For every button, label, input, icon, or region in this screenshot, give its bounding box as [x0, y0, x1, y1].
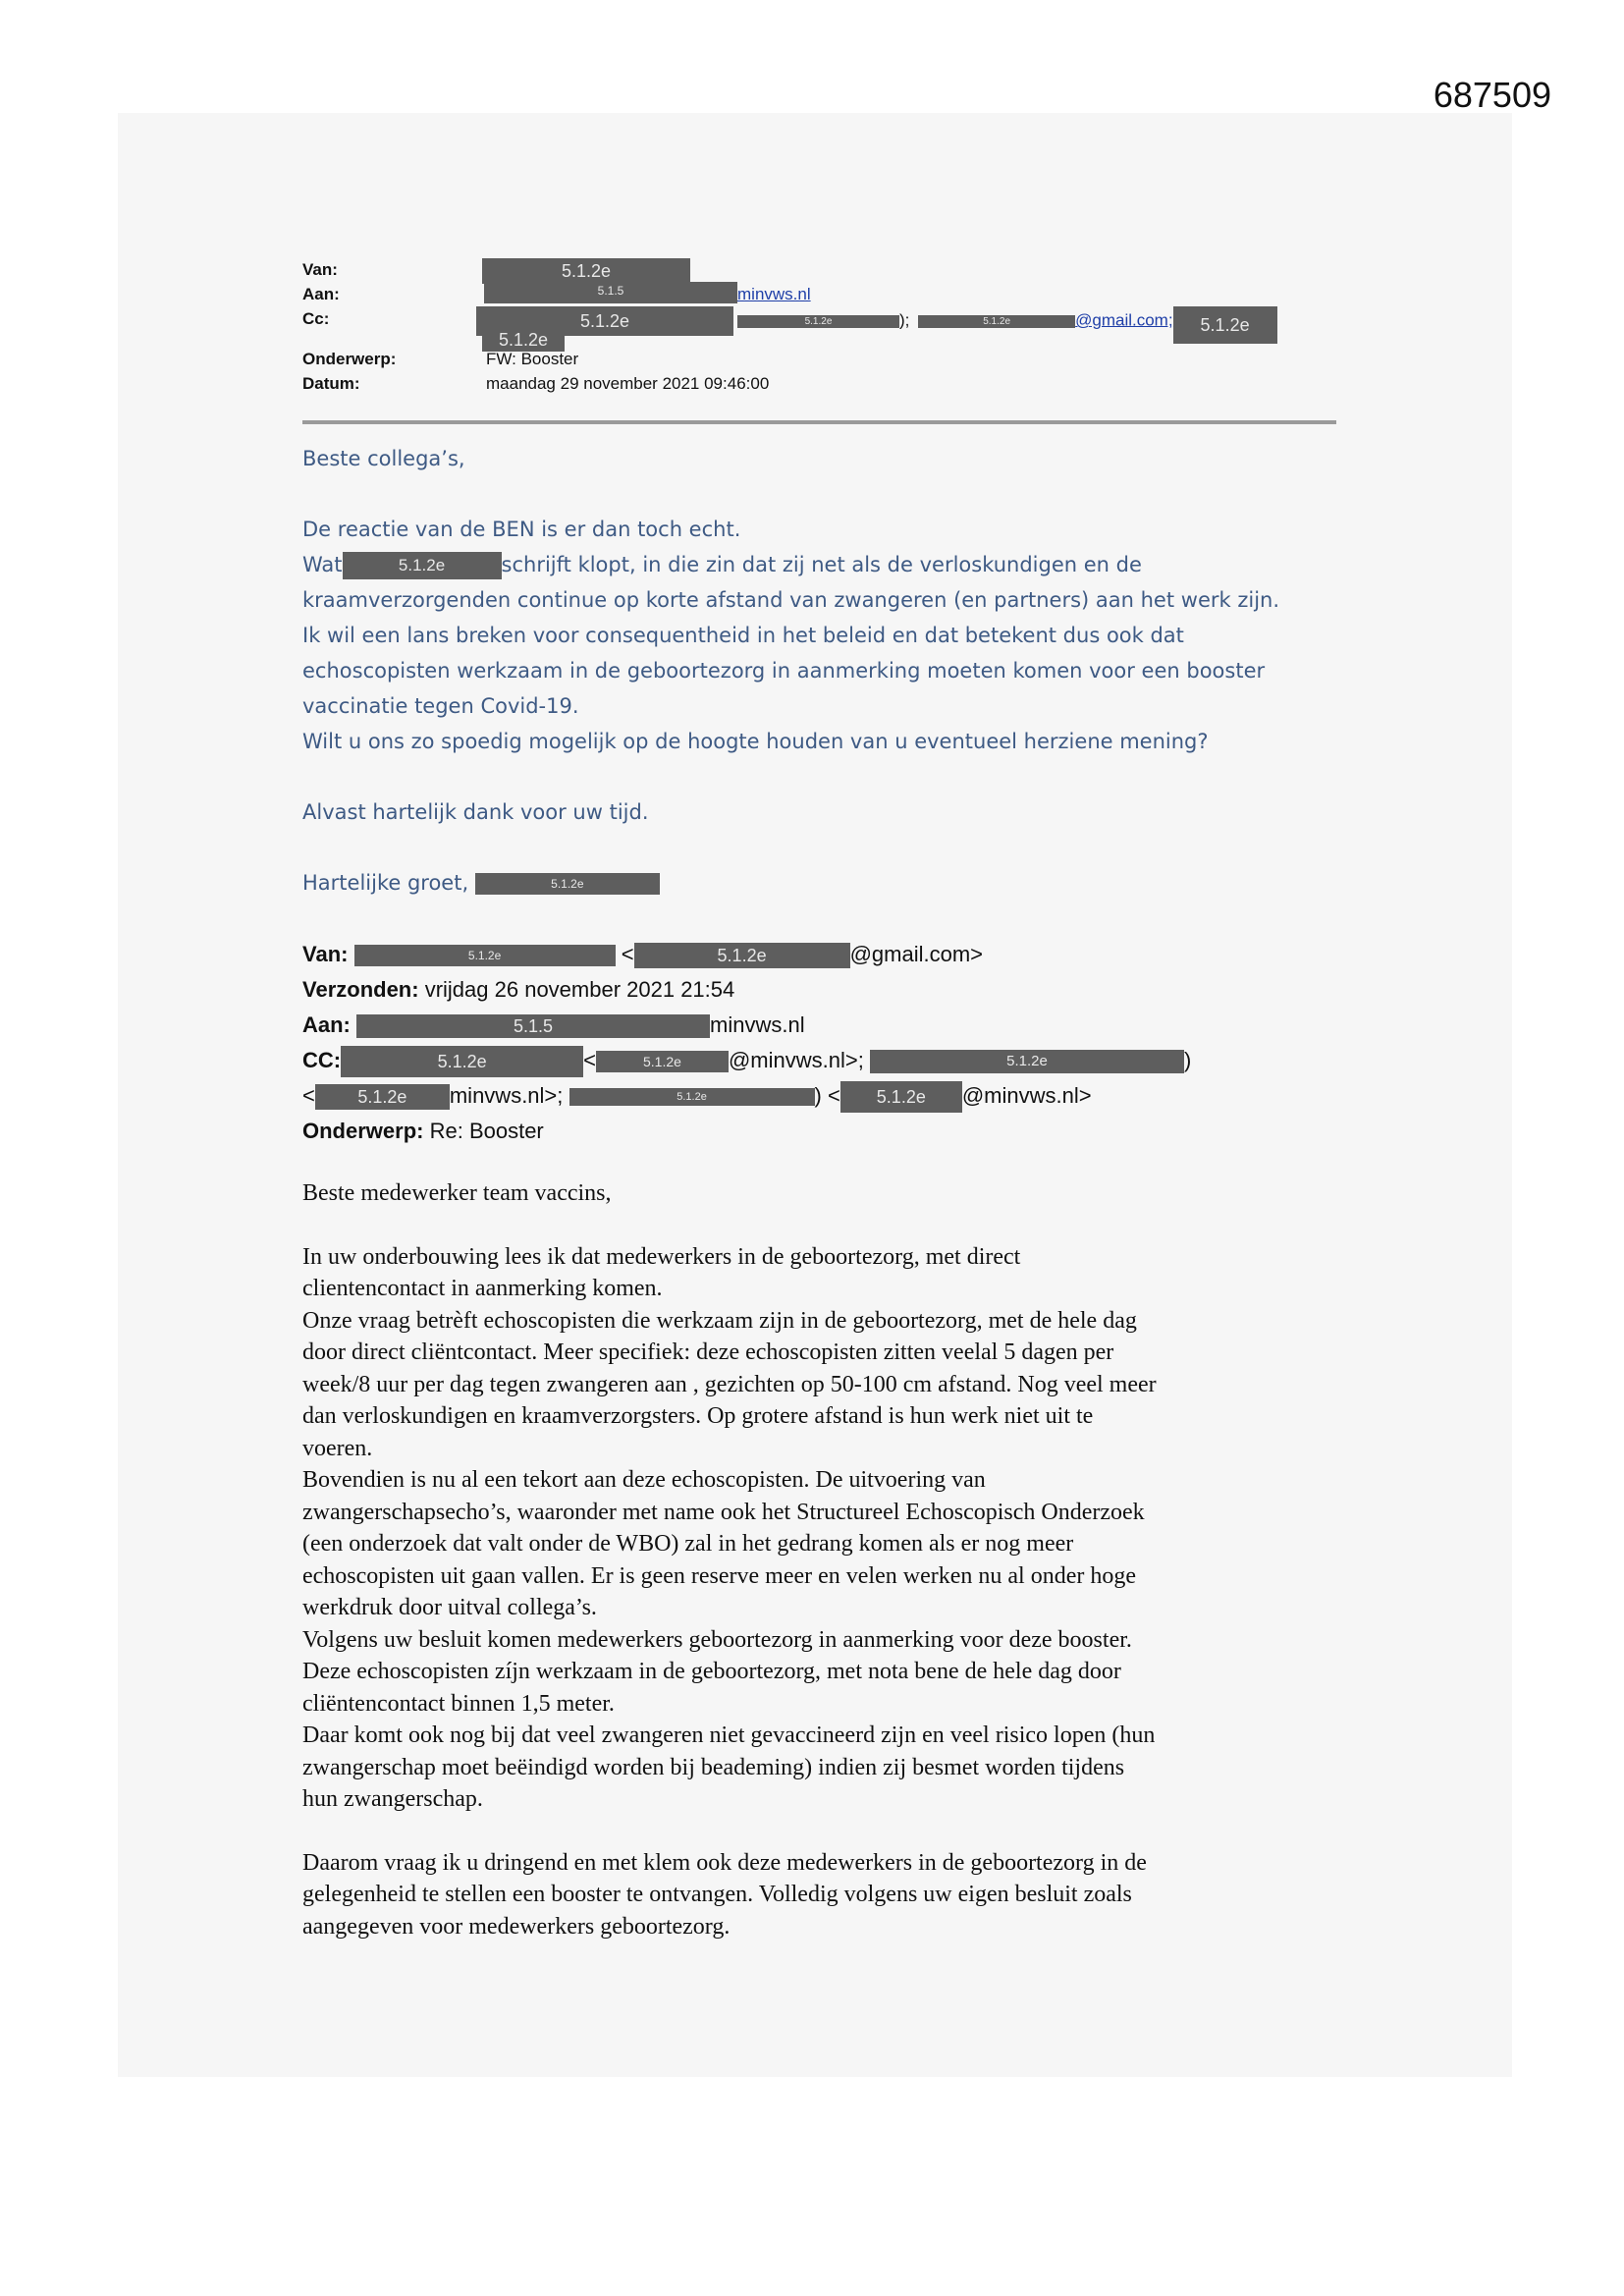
header-cc-row	[302, 306, 1343, 335]
redaction: 5.1.2e	[569, 1088, 815, 1106]
message-2-closing-paragraph	[302, 1847, 1343, 1943]
header2-aan-row: Aan: 5.1.5 minvws.nl	[302, 1012, 805, 1037]
header-van-row	[302, 257, 1343, 282]
header-datum-value: maandag 29 november 2021 09:46:00	[486, 374, 770, 393]
message-2-line: Deze echoscopisten zíjn werkzaam in de geboortezorg, met nota bene de hele dag door	[302, 1659, 1121, 1684]
aan-email-link[interactable]: minvws.nl	[737, 285, 811, 303]
email-header-1	[302, 257, 1343, 396]
cc-gmail-link[interactable]: @gmail.com;	[1075, 310, 1173, 330]
message-2-line: door direct cliëntcontact. Meer specifiek: deze echoscopisten zitten veelal 5 dagen per	[302, 1339, 1114, 1365]
message-1-closing: Hartelijke groet, 5.1.2e	[302, 865, 1343, 901]
message-2-line: Daarom vraag ik u dringend en met klem ook deze medewerkers in de geboortezorg in de	[302, 1849, 1147, 1876]
message-2-line: gelegenheid te stellen een booster te ontvangen. Volledig volgens uw eigen besluit zoals	[302, 1882, 1132, 1907]
message-2-line: dan verloskundigen en kraamverzorgsters. Op grotere afstand is hun werk niet uit te	[302, 1403, 1094, 1429]
redaction: 5.1.2e	[840, 1081, 962, 1113]
message-2-line: cliëntencontact binnen 1,5 meter.	[302, 1690, 615, 1717]
message-1-greeting: Beste collega’s,	[302, 447, 465, 470]
message-1-line: Wilt u ons zo spoedig mogelijk op de hoogte houden van u eventueel herziene mening?	[302, 730, 1209, 753]
header-cc-label: Cc:	[302, 309, 330, 328]
header-onderwerp-value: FW: Booster	[486, 350, 579, 368]
message-1-line: echoscopisten werkzaam in de geboortezorg in aanmerking moeten komen voor een booster	[302, 659, 1266, 683]
message-1-thanks: Alvast hartelijk dank voor uw tijd.	[302, 800, 649, 824]
header2-verzonden-row: Verzonden: vrijdag 26 november 2021 21:54	[302, 977, 735, 1002]
redaction: 5.1.2e	[870, 1050, 1184, 1073]
message-2-line: In uw onderbouwing lees ik dat medewerkers in de geboortezorg, met direct	[302, 1243, 1021, 1270]
header2-van-row: Van: 5.1.2e < 5.1.2e @gmail.com>	[302, 937, 1343, 972]
redaction: 5.1.2e	[476, 306, 733, 336]
message-1-line: vaccinatie tegen Covid-19.	[302, 694, 579, 718]
redaction: 5.1.2e	[482, 328, 565, 352]
header-aan-label: Aan:	[302, 285, 340, 303]
header-van-label: Van:	[302, 260, 338, 279]
message-2-line: week/8 uur per dag tegen zwangeren aan , gezichten op 50-100 cm afstand. Nog veel meer	[302, 1371, 1157, 1397]
header-aan-row	[302, 282, 1343, 306]
message-2-line: aangegeven voor medewerkers geboortezorg.	[302, 1913, 731, 1940]
message-2-greeting: Beste medewerker team vaccins,	[302, 1180, 612, 1206]
header-onderwerp-row	[302, 347, 1343, 371]
message-2-line: voeren.	[302, 1435, 373, 1461]
header-onderwerp-label: Onderwerp:	[302, 350, 397, 368]
message-2-line: (een onderzoek dat valt onder de WBO) zal in het gedrang komen als er nog meer	[302, 1531, 1074, 1557]
message-2-line: hun zwangerschap.	[302, 1786, 483, 1812]
redaction: 5.1.2e	[596, 1051, 729, 1072]
redaction: 5.1.2e	[918, 315, 1075, 328]
message-2-line: Onze vraag betrèft echoscopisten die werkzaam zijn in de geboortezorg, met de hele dag	[302, 1307, 1137, 1334]
document-number: 687509	[1433, 75, 1551, 115]
redaction: 5.1.2e	[737, 315, 899, 328]
message-2-line: zwangerschap moet beëindigd worden bij beademing) indien zij besmet worden tijdens	[302, 1754, 1125, 1780]
redaction: 5.1.2e	[354, 945, 616, 966]
message-2-line: werkdruk door uitval collega’s.	[302, 1595, 597, 1620]
message-1-line: Wat 5.1.2e schrijft klopt, in die zin dat zij net als de verloskundigen en de	[302, 547, 1343, 582]
email-header-2	[302, 937, 1343, 1149]
message-2-line: clientencontact in aanmerking komen.	[302, 1276, 663, 1301]
redaction: 5.1.5	[484, 282, 737, 303]
header-divider	[302, 420, 1336, 424]
cc-separator: );	[899, 310, 910, 330]
message-2-paragraph	[302, 1241, 1343, 1816]
redaction: 5.1.2e	[315, 1084, 450, 1110]
header2-cc-row: CC: 5.1.2e < 5.1.2e @minvws.nl>; 5.1.2e )	[302, 1043, 1343, 1078]
message-2-line: Bovendien is nu al een tekort aan deze echoscopisten. De uitvoering van	[302, 1467, 986, 1493]
header2-onderwerp-row: Onderwerp: Re: Booster	[302, 1119, 544, 1143]
message-2-line: echoscopisten uit gaan vallen. Er is geen reserve meer en velen werken nu al onder hoge	[302, 1562, 1136, 1589]
redaction: 5.1.2e	[343, 552, 502, 579]
redaction: 5.1.5	[356, 1014, 710, 1038]
message-2-line: Daar komt ook nog bij dat veel zwangeren niet gevaccineerd zijn en veel risico lopen (hun	[302, 1722, 1156, 1748]
message-2-line: zwangerschapsecho’s, waaronder met name ook het Structureel Echoscopisch Onderzoek	[302, 1499, 1145, 1525]
message-2-line: Volgens uw besluit komen medewerkers geboortezorg in aanmerking voor deze booster.	[302, 1626, 1132, 1653]
redaction: 5.1.2e	[482, 258, 690, 284]
message-1-body	[302, 441, 1343, 901]
message-2-body	[302, 1177, 1343, 1942]
header-datum-row	[302, 371, 1343, 396]
message-1-line: Ik wil een lans breken voor consequentheid in het beleid en dat betekent dus ook dat	[302, 624, 1184, 647]
redaction: 5.1.2e	[1173, 306, 1277, 344]
header2-cc2-row: < 5.1.2e minvws.nl>; 5.1.2e ) < 5.1.2e @minvws.nl>	[302, 1078, 1343, 1114]
redaction: 5.1.2e	[475, 873, 660, 895]
redaction: 5.1.2e	[341, 1046, 583, 1077]
message-1-line: kraamverzorgenden continue op korte afstand van zwangeren (en partners) aan het werk zijn.	[302, 588, 1280, 612]
message-1-line: De reactie van de BEN is er dan toch echt.	[302, 518, 741, 541]
header-datum-label: Datum:	[302, 374, 360, 393]
redaction: 5.1.2e	[634, 943, 850, 968]
